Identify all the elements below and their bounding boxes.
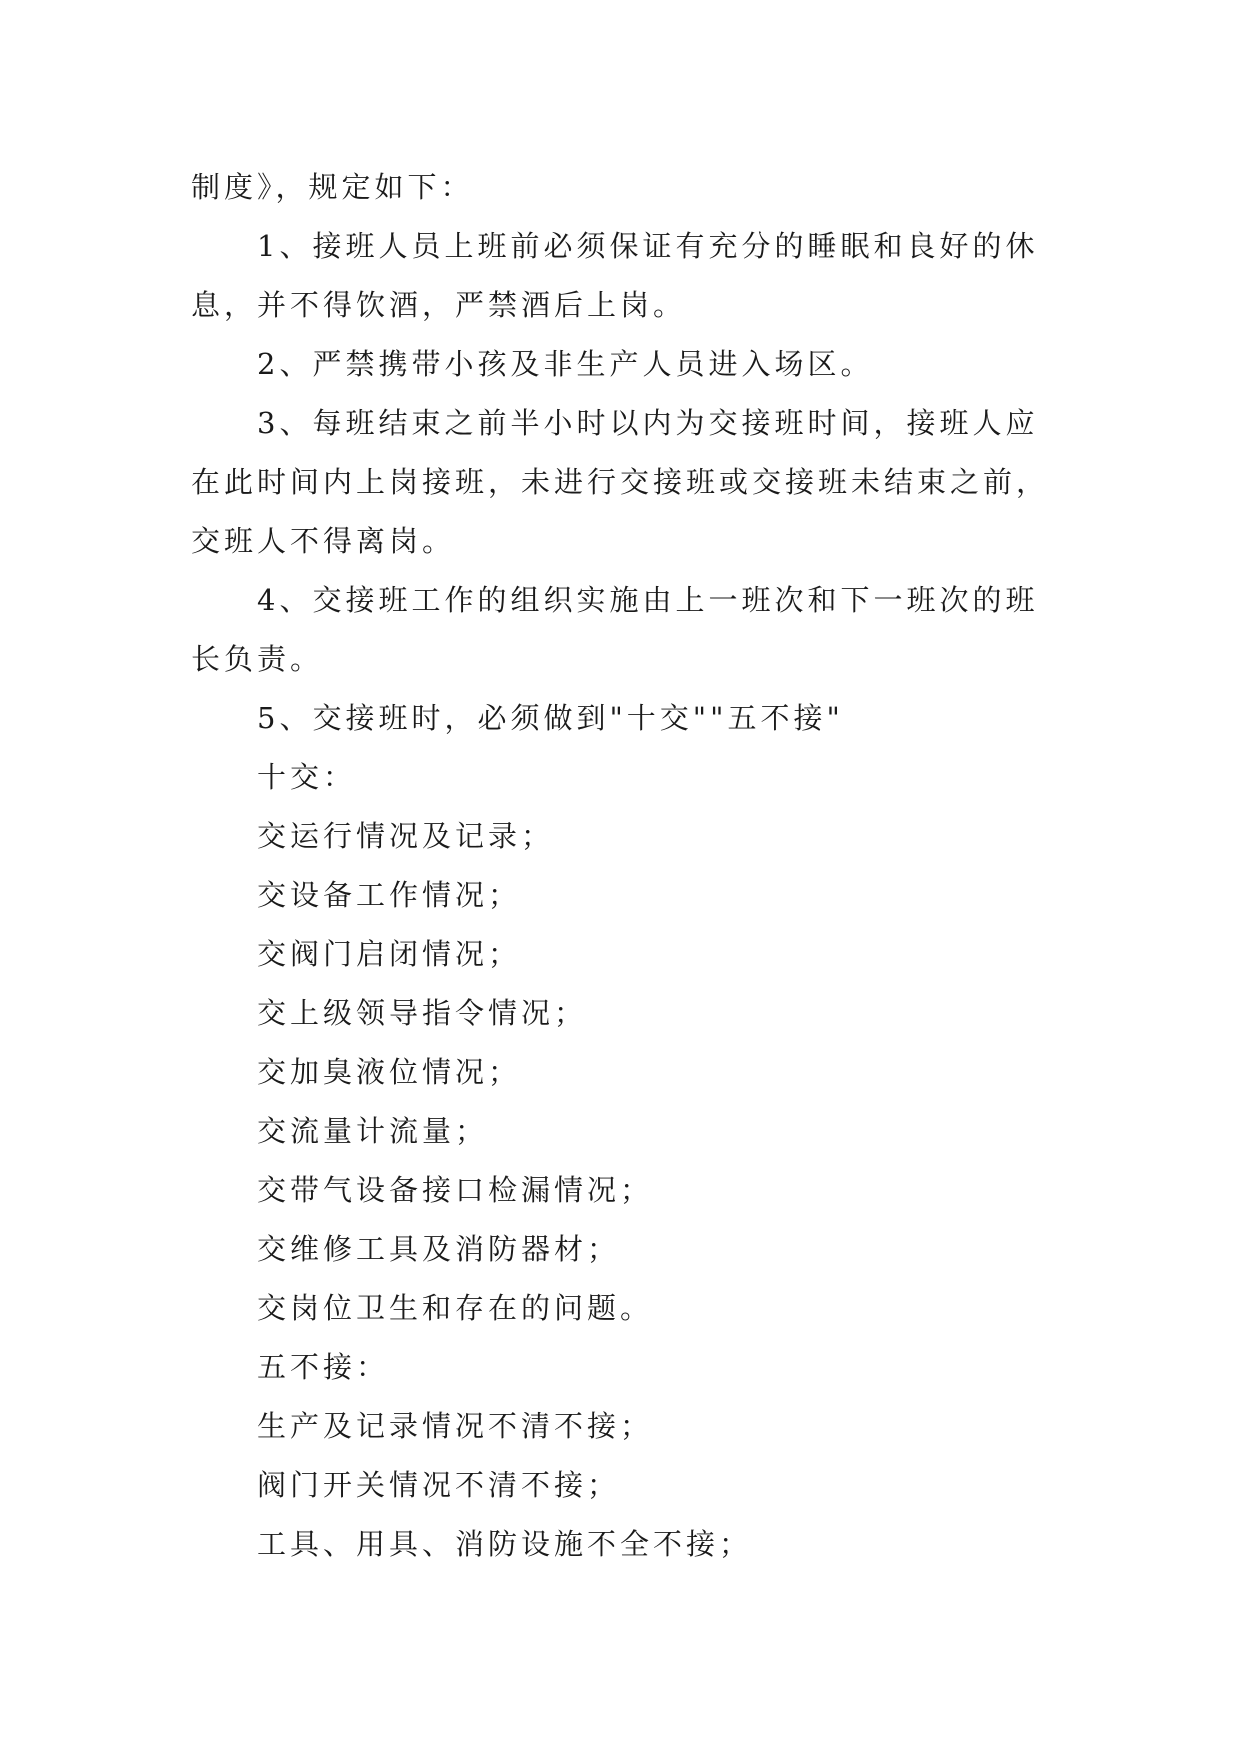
section-heading-five-refusals: 五不接： bbox=[257, 1350, 390, 1384]
list-item: 交维修工具及消防器材； bbox=[257, 1232, 621, 1266]
list-item: 交阀门启闭情况； bbox=[257, 937, 522, 971]
rule-4-line-1: 4、交接班工作的组织实施由上一班次和下一班次的班 bbox=[257, 583, 1039, 617]
list-item: 交流量计流量； bbox=[257, 1114, 489, 1148]
list-item: 工具、用具、消防设施不全不接； bbox=[257, 1527, 753, 1561]
document-body bbox=[191, 158, 1059, 1574]
rule-3-line-2: 在此时间内上岗接班，未进行交接班或交接班未结束之前， bbox=[191, 465, 1050, 499]
rule-3-line-1: 3、每班结束之前半小时以内为交接班时间，接班人应 bbox=[257, 406, 1039, 440]
section-heading-ten-handovers: 十交： bbox=[257, 760, 357, 794]
list-item: 交运行情况及记录； bbox=[257, 819, 555, 853]
rule-1-line-2: 息，并不得饮酒，严禁酒后上岗。 bbox=[191, 288, 687, 322]
list-item: 交带气设备接口检漏情况； bbox=[257, 1173, 654, 1207]
list-item: 阀门开关情况不清不接； bbox=[257, 1468, 621, 1502]
list-item: 交上级领导指令情况； bbox=[257, 996, 588, 1030]
rule-2: 2、严禁携带小孩及非生产人员进入场区。 bbox=[257, 347, 874, 381]
rule-5: 5、交接班时，必须做到"十交""五不接" bbox=[257, 701, 844, 735]
list-item: 交设备工作情况； bbox=[257, 878, 522, 912]
text-line: 制度》，规定如下： bbox=[191, 170, 474, 204]
list-item: 生产及记录情况不清不接； bbox=[257, 1409, 654, 1443]
list-item: 交岗位卫生和存在的问题。 bbox=[257, 1291, 654, 1325]
list-item: 交加臭液位情况； bbox=[257, 1055, 522, 1089]
rule-1-line-1: 1、接班人员上班前必须保证有充分的睡眠和良好的休 bbox=[257, 229, 1039, 263]
rule-3-line-3: 交班人不得离岗。 bbox=[191, 524, 456, 558]
rule-4-line-2: 长负责。 bbox=[191, 642, 324, 676]
